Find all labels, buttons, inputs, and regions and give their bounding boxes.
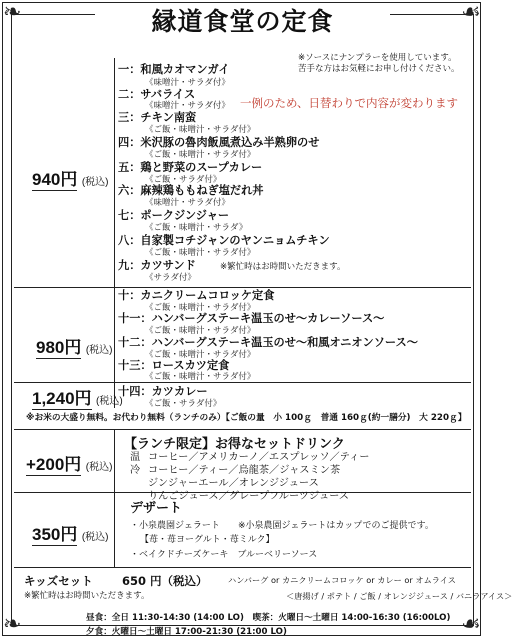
menu-item: 二：サバライス	[118, 88, 196, 101]
dessert-heading: デザート	[130, 501, 183, 516]
price-940: 940円 (税込)	[32, 170, 109, 189]
dessert-item: ・ベイクドチーズケーキ ブルーベリーソース	[130, 550, 318, 560]
sauce-note: 苦手な方はお気軽にお申し付けください。	[298, 64, 460, 74]
busy-note: ※繁忙時はお時間いただきます。	[220, 262, 346, 272]
menu-item: 十四：カツカレー	[118, 385, 208, 398]
dessert-note: ※小泉農園ジェラートはカップでのご提供です。	[238, 521, 434, 531]
price-drink: +200円 (税込)	[26, 455, 113, 474]
column-divider	[114, 430, 115, 567]
daily-change-notice: 一例のため、日替わりで内容が変わります	[240, 96, 459, 110]
menu-item: 三：チキン南蛮	[118, 111, 197, 124]
menu-item: 四：米沢豚の魯肉飯風煮込み半熟卵のせ	[118, 136, 320, 149]
menu-item: 十一：ハンバーグステーキ温玉のせ〜カレーソース〜	[118, 312, 385, 325]
dessert-flavors: 【苺・苺ヨーグルト・苺ミルク】	[140, 535, 275, 545]
kids-sides: ＜唐揚げ / ポテト / ご飯 / オレンジジュース / バニラアイス＞	[286, 591, 512, 601]
menu-item: 十二：ハンバーグステーキ温玉のせ〜和風オニオンソース〜	[118, 336, 418, 349]
drink-heading: 【ランチ限定】お得なセットドリンク	[124, 437, 345, 452]
menu-item: 五：鶏と野菜のスープカレー	[118, 161, 263, 174]
divider	[14, 287, 471, 288]
menu-item: 六：麻辣鶏ももねぎ塩だれ丼	[118, 184, 264, 197]
menu-item: 七：ポークジンジャー	[118, 209, 230, 222]
menu-item-sub: 《サラダ付》	[145, 273, 196, 283]
menu-item-sub: 《ご飯・味噌汁・サラダ》	[145, 223, 248, 233]
menu-item-sub: 《ご飯・味噌汁・サラダ付》	[145, 303, 256, 313]
menu-item-sub: 《ご飯・味噌汁・サラダ付》	[145, 372, 256, 382]
kids-busy-note: ※繁忙時はお時間いただきます。	[24, 591, 150, 601]
dessert-item: ・小泉農園ジェラート	[130, 521, 220, 531]
menu-item: 十三：ロースカツ定食	[118, 359, 230, 372]
drink-line: コーヒー／ティー／烏龍茶／ジャスミン茶	[148, 465, 341, 476]
price-980: 980円 (税込)	[36, 338, 113, 357]
kids-options: ハンバーグ or カニクリームコロッケ or カレー or オムライス	[228, 575, 456, 585]
drink-line: コーヒー／アメリカーノ／エスプレッソ／ティー	[148, 452, 370, 463]
hours-line: 夕食：火曜日〜土曜日 17:00-21:30 (21:00 LO)	[86, 627, 287, 637]
menu-item-sub: 《ご飯・味噌汁・サラダ付》	[145, 125, 256, 135]
corner-ornament-icon: ☙	[461, 612, 481, 637]
drink-line: りんごジュース／グレープフルーツジュース	[148, 491, 349, 502]
menu-item: 一：和風カオマンガイ	[118, 63, 230, 76]
menu-item-sub: 《味噌汁・サラダ付》	[145, 198, 230, 208]
divider	[14, 429, 471, 430]
menu-item-sub: 《味噌汁・サラダ付》	[145, 78, 230, 88]
menu-item-sub: 《味噌汁・サラダ付》	[145, 101, 230, 111]
page-title: 縁道食堂の定食	[95, 5, 390, 39]
corner-ornament-icon: ❧	[3, 612, 22, 637]
sauce-note: ※ソースにナンプラーを使用しています。	[298, 53, 457, 63]
divider	[14, 567, 471, 568]
menu-item: 八：自家製コチジャンのヤンニョムチキン	[118, 234, 330, 247]
price-dessert: 350円 (税込)	[32, 525, 109, 544]
menu-item-sub: 《ご飯・味噌汁・サラダ付》	[145, 150, 256, 160]
menu-item-sub: 《ご飯・サラダ付》	[145, 399, 222, 409]
corner-ornament-icon: ☙	[461, 0, 481, 25]
menu-item: 九：カツサンド	[118, 259, 196, 272]
hot-label: 温	[130, 452, 141, 463]
kids-label: キッズセット	[24, 574, 93, 588]
drink-line: ジンジャーエール／オレンジジュース	[148, 478, 319, 489]
menu-item: 十：カニクリームコロッケ定食	[118, 289, 275, 302]
column-divider	[114, 58, 115, 408]
corner-ornament-icon: ❧	[3, 0, 22, 25]
menu-item-sub: 《ご飯・味噌汁・サラダ付》	[145, 326, 256, 336]
kids-price: 650 円（税込）	[122, 574, 208, 588]
rice-note: ※お米の大盛り無料。お代わり無料（ランチのみ）【ご飯の量 小 100ｇ 普通 160ｇ(約一膳分) 大 220ｇ】	[26, 413, 467, 423]
menu-item-sub: 《ご飯・サラダ付》	[145, 175, 222, 185]
menu-item-sub: 《ご飯・味噌汁・サラダ付》	[145, 350, 256, 360]
cold-label: 冷	[130, 465, 141, 476]
hours-line: 昼食：全日 11:30-14:30 (14:00 LO) 喫茶：火曜日〜土曜日 14:00-16:30 (16:00LO)	[86, 613, 451, 623]
menu-item-sub: 《ご飯・味噌汁・サラダ付》	[145, 248, 256, 258]
price-1240: 1,240円 (税込)	[32, 389, 123, 408]
